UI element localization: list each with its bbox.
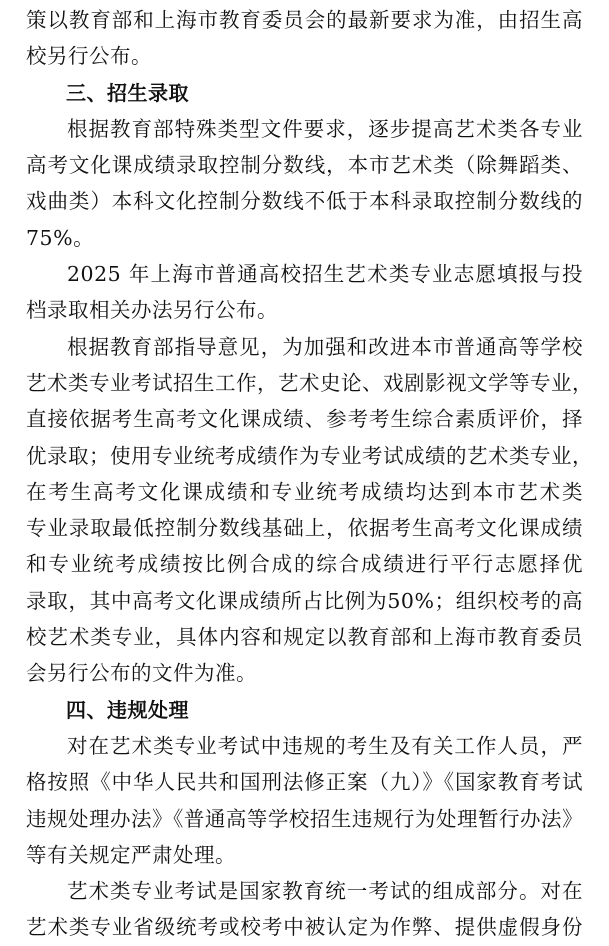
- body-text-line: 对在艺术类专业考试中违规的考生及有关工作人员，严: [67, 733, 583, 758]
- body-text-line: 专业录取最低控制分数线基础上，依据考生高考文化课成绩: [26, 516, 583, 541]
- body-text-line: 艺术类专业考试是国家教育统一考试的组成部分。对在: [67, 879, 583, 904]
- body-text-line: 会另行公布的文件为准。: [26, 661, 257, 686]
- body-text-line: 格按照《中华人民共和国刑法修正案（九）》《国家教育考试: [26, 770, 583, 795]
- body-text-line: 等有关规定严肃处理。: [26, 842, 236, 867]
- document-body: [26, 2, 593, 946]
- body-text-line: 艺术类专业省级统考或校考中被认定为作弊、提供虚假身份: [26, 915, 583, 940]
- body-text-line: 优录取；使用专业统考成绩作为专业考试成绩的艺术类专业，: [26, 443, 593, 468]
- body-text-line: 校另行公布。: [26, 44, 152, 69]
- body-text-line: 根据教育部特殊类型文件要求，逐步提高艺术类各专业: [67, 116, 583, 141]
- body-text-line: 录取，其中高考文化课成绩所占比例为50%；组织校考的高: [26, 588, 583, 613]
- body-text-line: 策以教育部和上海市教育委员会的最新要求为准，由招生高: [26, 8, 583, 32]
- body-text-line: 高考文化课成绩录取控制分数线，本市艺术类（除舞蹈类、: [26, 153, 583, 178]
- body-text-line: 根据教育部指导意见，为加强和改进本市普通高等学校: [67, 334, 583, 359]
- body-text-line: 在考生高考文化课成绩和专业统考成绩均达到本市艺术类: [26, 479, 583, 504]
- body-text-line: 档录取相关办法另行公布。: [26, 298, 278, 323]
- body-text-line: 艺术类专业考试招生工作，艺术史论、戏剧影视文学等专业，: [26, 370, 593, 395]
- body-text-line: 违规处理办法》《普通高等学校招生违规行为处理暂行办法》: [26, 806, 583, 831]
- body-text-line: 2025 年上海市普通高校招生艺术类专业志愿填报与投: [67, 262, 583, 287]
- body-text-line: 校艺术类专业，具体内容和规定以教育部和上海市教育委员: [26, 625, 583, 650]
- body-text-line: 戏曲类）本科文化控制分数线不低于本科录取控制分数线的: [26, 189, 583, 214]
- section-heading: 四、违规处理: [66, 697, 189, 722]
- body-text-line: 和专业统考成绩按比例合成的综合成绩进行平行志愿择优: [26, 552, 583, 577]
- section-heading: 三、招生录取: [66, 80, 189, 105]
- body-text-line: 直接依据考生高考文化课成绩、参考考生综合素质评价，择: [26, 407, 583, 432]
- body-text-line: 75%。: [26, 225, 95, 250]
